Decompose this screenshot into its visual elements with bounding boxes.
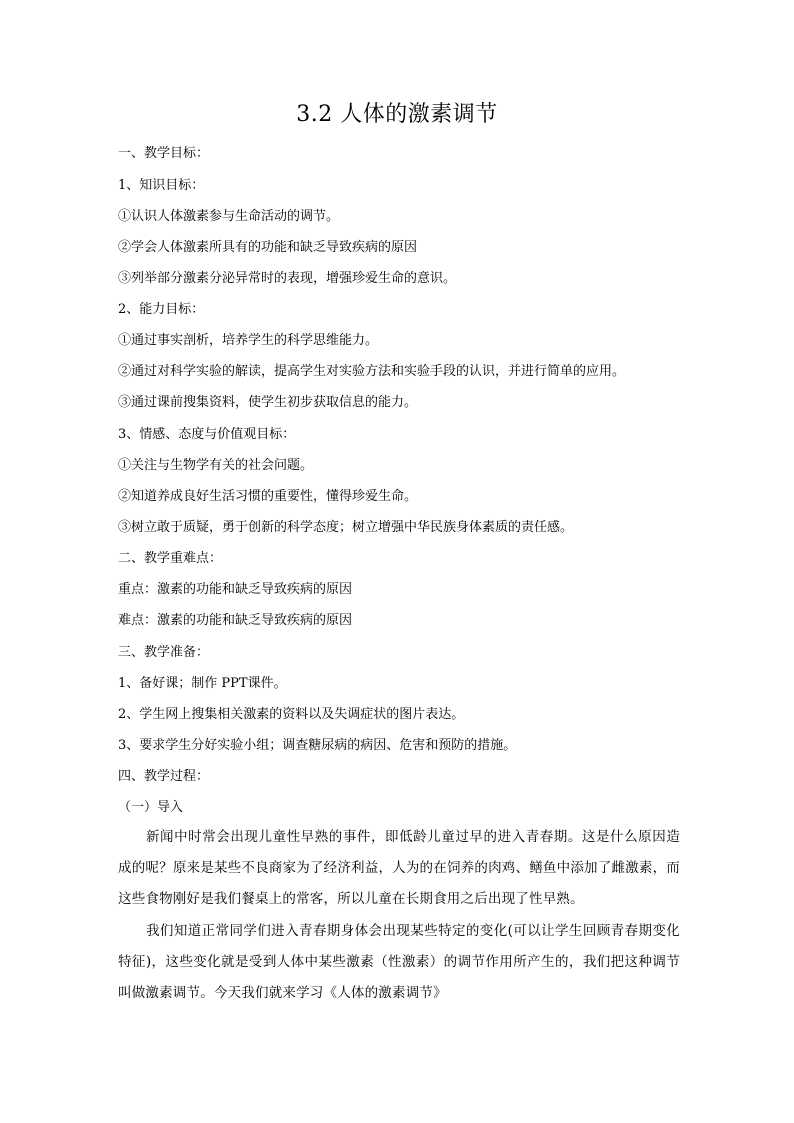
emotion-item-2: ②知道养成良好生活习惯的重要性，懂得珍爱生命。 — [118, 489, 418, 504]
preparation-item-2: 2、学生网上搜集相关激素的资料以及失调症状的图片表达。 — [118, 707, 465, 722]
knowledge-item-1: ①认识人体激素参与生命活动的调节。 — [118, 209, 340, 224]
emotion-item-1: ①关注与生物学有关的社会问题。 — [118, 458, 314, 473]
knowledge-item-3: ③列举部分激素分泌异常时的表现，增强珍爱生命的意识。 — [118, 271, 457, 286]
subheading-ability: 2、能力目标： — [118, 302, 205, 317]
preparation-item-3: 3、要求学生分好实验小组；调查糖尿病的病因、危害和预防的措施。 — [118, 738, 517, 753]
section-heading-preparation: 三、教学准备： — [118, 645, 210, 660]
knowledge-item-2: ②学会人体激素所具有的功能和缺乏导致疾病的原因 — [118, 240, 418, 255]
ability-item-1: ①通过事实剖析，培养学生的科学思维能力。 — [118, 333, 379, 348]
section-heading-keypoints: 二、教学重难点： — [118, 551, 223, 566]
keypoint-difficulty: 难点：激素的功能和缺乏导致疾病的原因 — [118, 613, 353, 628]
ability-item-2: ②通过对科学实验的解读，提高学生对实验方法和实验手段的认识，并进行简单的应用。 — [118, 364, 626, 379]
document-title: 3.2 人体的激素调节 — [296, 102, 498, 127]
ability-item-3: ③通过课前搜集资料，使学生初步获取信息的能力。 — [118, 395, 418, 410]
section-heading-goals: 一、教学目标： — [118, 146, 210, 161]
subheading-knowledge: 1、知识目标： — [118, 178, 205, 193]
introduction-paragraph-2: 我们知道正常同学们进入青春期身体会出现某些特定的变化(可以让学生回顾青春期变化特征)，这些变化就是受到人体中某些激素（性激素）的调节作用所产生的，我们把这种调节叫做激素调节。今天我们就来学习《人体的激素调节》 — [118, 923, 680, 1001]
subheading-introduction: （一）导入 — [118, 800, 184, 815]
emotion-item-3: ③树立敢于质疑，勇于创新的科学态度；树立增强中华民族身体素质的责任感。 — [118, 520, 574, 535]
introduction-paragraph-1: 新闻中时常会出现儿童性早熟的事件，即低龄儿童过早的进入青春期。这是什么原因造成的呢？原来是某些不良商家为了经济利益，人为的在饲养的肉鸡、鳝鱼中添加了雌激素，而这些食物刚好是我们餐桌上的常客，所以儿童在长期食用之后出现了性早熟。 — [118, 829, 680, 907]
keypoint-focus: 重点：激素的功能和缺乏导致疾病的原因 — [118, 582, 353, 597]
section-heading-process: 四、教学过程： — [118, 769, 210, 784]
preparation-item-1: 1、备好课；制作 PPT课件。 — [118, 676, 287, 691]
subheading-emotion: 3、情感、态度与价值观目标： — [118, 427, 296, 442]
